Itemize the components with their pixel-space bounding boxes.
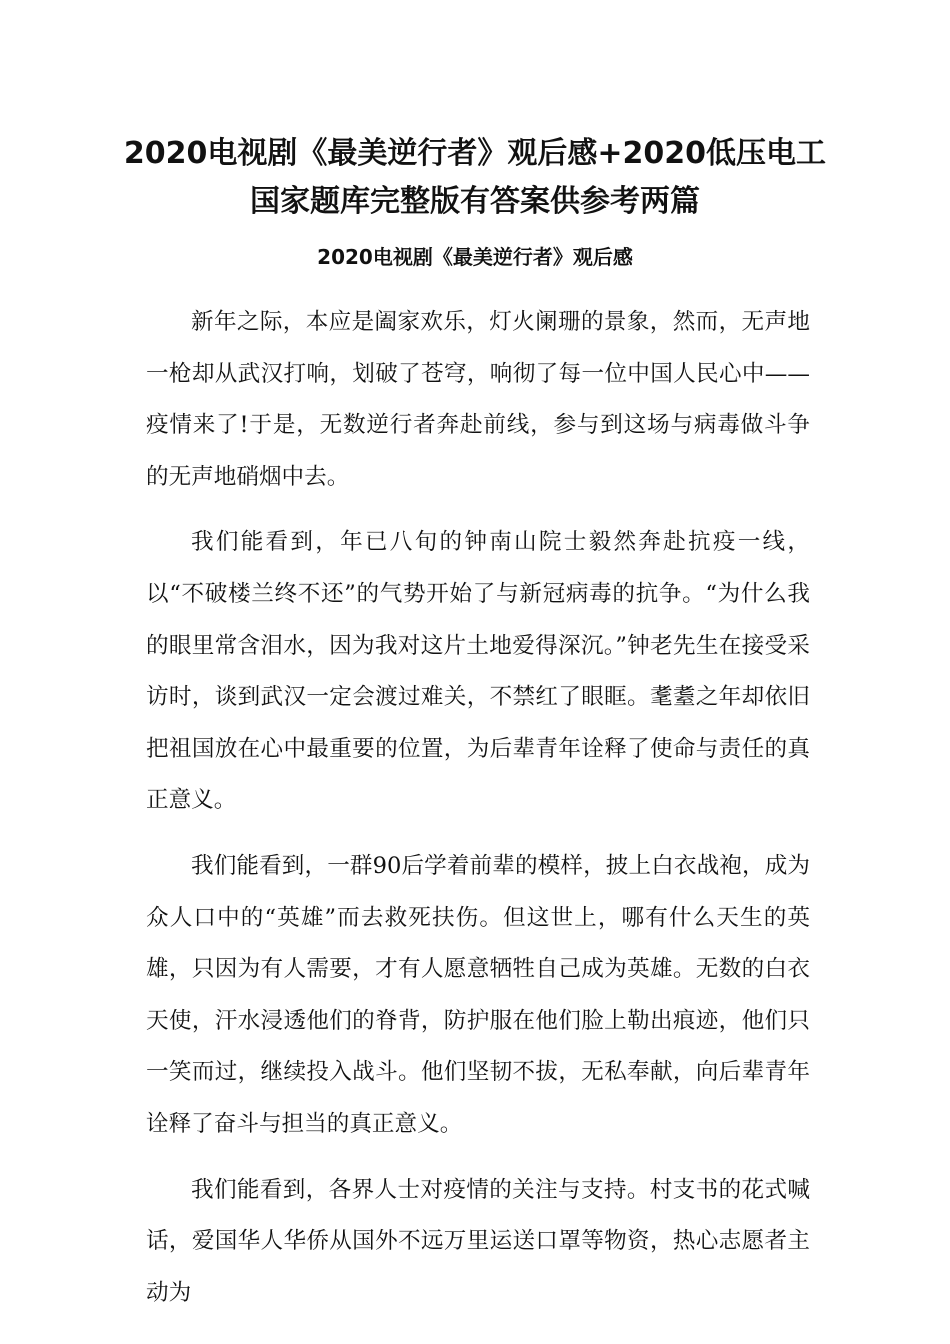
paragraph: 我们能看到，一群90后学着前辈的模样，披上白衣战袍，成为众人口中的“英雄”而去救死扶伤。但这世上，哪有什么天生的英雄，只因为有人需要，才有人愿意牺牲自己成为英雄。无数的白衣天使，汗水浸透他们的脊背，防护服在他们脸上勒出痕迹，他们只一笑而过，继续投入战斗。他们坚韧不拔，无私奉献，向后辈青年诠释了奋斗与担当的真正意义。 bbox=[146, 852, 810, 1137]
paragraph: 新年之际，本应是阖家欢乐，灯火阑珊的景象，然而，无声地一枪却从武汉打响，划破了苍穹，响彻了每一位中国人民心中——疫情来了!于是，无数逆行者奔赴前线，参与到这场与病毒做斗争的无声地硝烟中去。 bbox=[146, 309, 810, 490]
document-body bbox=[146, 297, 810, 1333]
section-subtitle: 2020电视剧《最美逆行者》观后感 bbox=[317, 245, 633, 269]
document-title-line-1: 2020电视剧《最美逆行者》观后感+2020低压电工 bbox=[123, 136, 827, 171]
paragraph: 我们能看到，各界人士对疫情的关注与支持。村支书的花式喊话，爱国华人华侨从国外不远万里运送口罩等物资，热心志愿者主动为 bbox=[146, 1176, 810, 1306]
document-title-line-2: 国家题库完整版有答案供参考两篇 bbox=[250, 184, 700, 219]
paragraph: 我们能看到，年已八旬的钟南山院士毅然奔赴抗疫一线，以“不破楼兰终不还”的气势开始了与新冠病毒的抗争。“为什么我的眼里常含泪水，因为我对这片土地爱得深沉。”钟老先生在接受采访时，谈到武汉一定会渡过难关，不禁红了眼眶。耄耋之年却依旧把祖国放在心中最重要的位置，为后辈青年诠释了使命与责任的真正意义。 bbox=[146, 529, 810, 814]
